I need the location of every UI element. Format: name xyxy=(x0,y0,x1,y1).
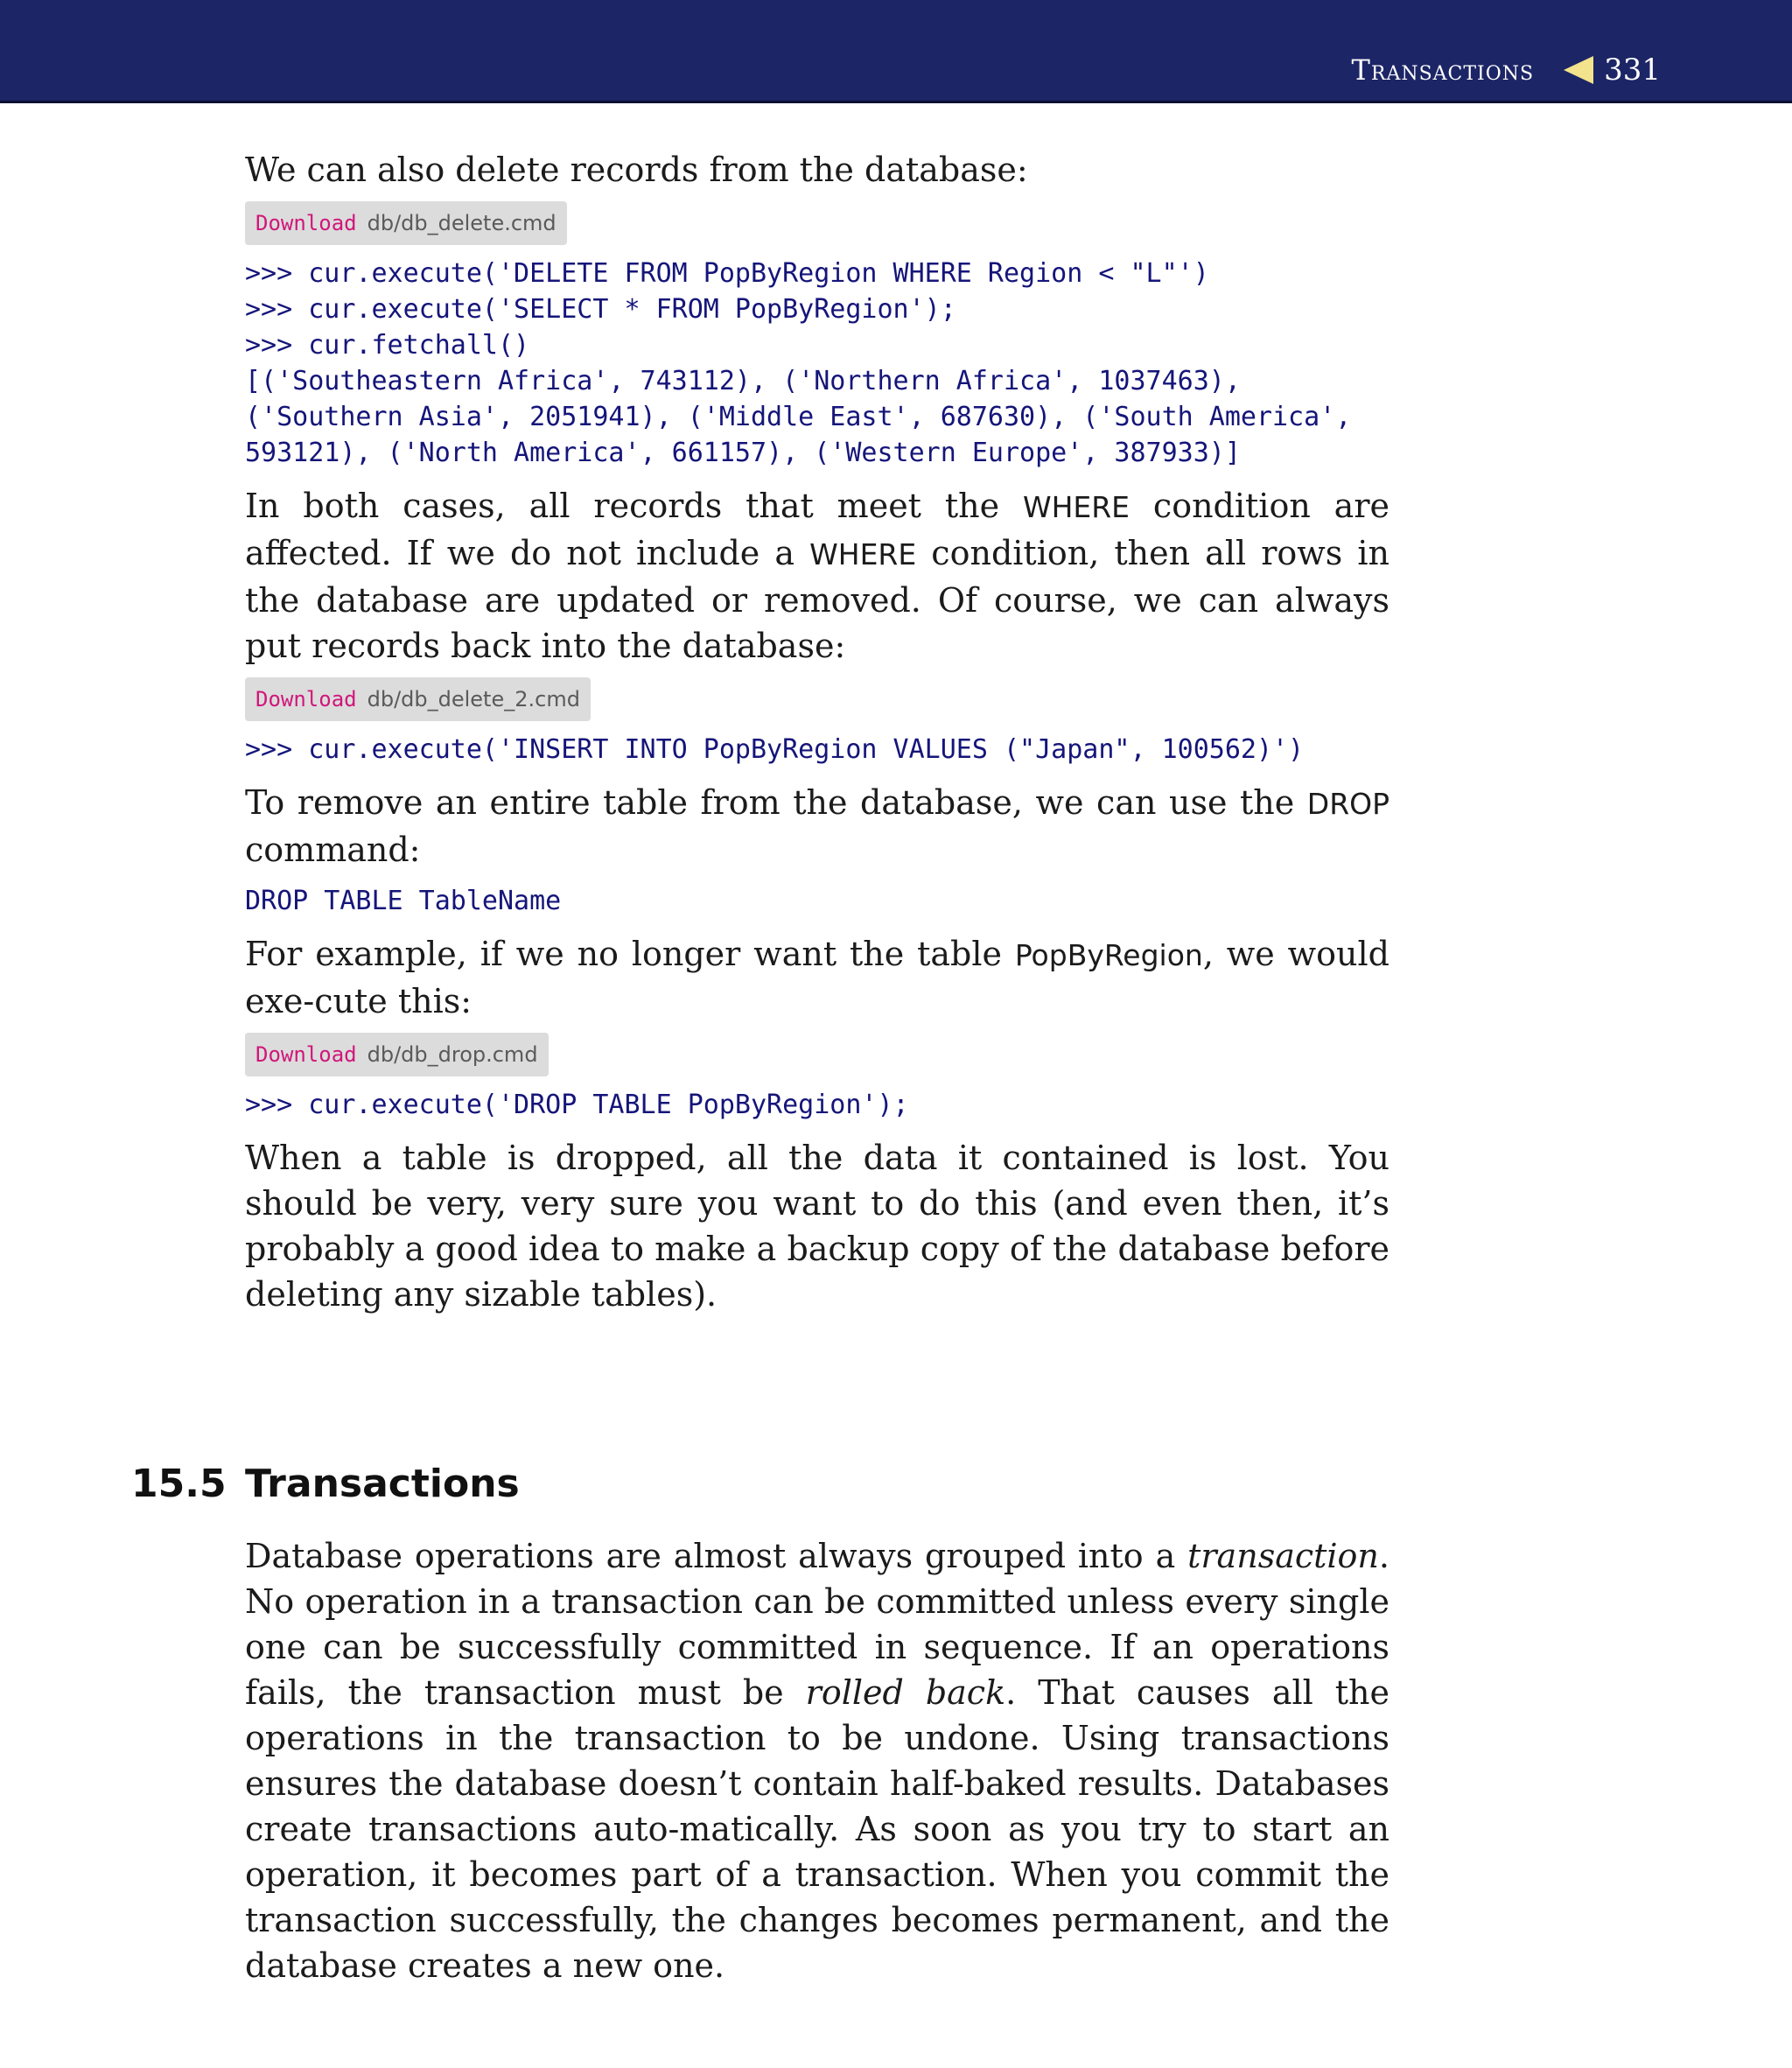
section-heading xyxy=(131,1462,520,1506)
code-block-insert: >>> cur.execute('INSERT INTO PopByRegion VALUES ("Japan", 100562)') xyxy=(245,734,1305,765)
section-number: 15.5 xyxy=(131,1462,227,1506)
back-arrow-icon[interactable] xyxy=(1564,56,1593,84)
page-body xyxy=(245,147,1390,1317)
section-title: Transactions xyxy=(245,1462,520,1506)
running-header-bar xyxy=(0,0,1792,103)
code-line: >>> cur.fetchall() xyxy=(245,330,530,361)
term-transaction: transaction xyxy=(1187,1537,1379,1575)
download-label: Download xyxy=(256,211,357,235)
keyword-drop: DROP xyxy=(1306,787,1390,821)
paragraph-drop-warning: When a table is dropped, all the data it contained is lost. You should be very, very sure you want to do this (and even then, it’s probably a good idea to make a backup copy of the database before deleting any sizable tables). xyxy=(245,1139,1390,1314)
download-label: Download xyxy=(256,687,357,712)
code-line: 593121), ('North America', 661157), ('Western Europe', 387933)] xyxy=(245,438,1241,468)
download-path: db/db_drop.cmd xyxy=(367,1042,538,1067)
paragraph-drop-intro xyxy=(245,780,1390,873)
text-run: command: xyxy=(245,831,421,869)
chapter-title: Transactions xyxy=(1351,53,1535,87)
paragraph-drop-example xyxy=(245,931,1390,1024)
code-block-drop-table: >>> cur.execute('DROP TABLE PopByRegion'); xyxy=(245,1090,909,1120)
text-run: . That causes all the operations in the transaction to be undone. Using transactions ensures the database doesn’t contain half-baked results. Databases create transactions auto-matically. As soon as you try to start an operation, it becomes part of a transaction. When you commit the transaction successfully, the changes becomes permanent, and the database creates a new one. xyxy=(245,1673,1390,1985)
code-block-drop-syntax: DROP TABLE TableName xyxy=(245,886,562,916)
download-path: db/db_delete.cmd xyxy=(367,211,556,235)
download-link-db-delete[interactable] xyxy=(245,201,567,245)
download-link-db-drop[interactable] xyxy=(245,1033,549,1076)
text-run: , we would exe-cute this: xyxy=(245,935,1390,1020)
text-run: . No operation in a transaction can be committed unless every single one can be successfully committed in sequence. If an operations fails, the transaction must be xyxy=(245,1537,1390,1712)
keyword-where: WHERE xyxy=(1022,490,1130,524)
running-header xyxy=(1352,53,1661,88)
code-line: [('Southeastern Africa', 743112), ('Northern Africa', 1037463), xyxy=(245,366,1241,396)
text-run: condition, then all rows in the database are updated or removed. Of course, we can always put records back into the database: xyxy=(245,534,1390,665)
paragraph-delete-intro: We can also delete records from the database: xyxy=(245,151,1028,189)
text-run: In both cases, all records that meet the xyxy=(245,487,1023,525)
text-run: For example, if we no longer want the table xyxy=(245,935,1015,973)
code-block-delete xyxy=(245,256,1390,471)
section-body xyxy=(245,1533,1390,1988)
keyword-where: WHERE xyxy=(809,537,917,571)
paragraph-transactions xyxy=(245,1533,1390,1988)
download-label: Download xyxy=(256,1042,357,1067)
text-run: Database operations are almost always grouped into a xyxy=(245,1537,1188,1575)
code-line: >>> cur.execute('DELETE FROM PopByRegion WHERE Region < "L"') xyxy=(245,258,1209,289)
keyword-table-name: PopByRegion xyxy=(1014,938,1203,972)
download-path: db/db_delete_2.cmd xyxy=(367,687,580,712)
text-run: To remove an entire table from the database, we can use the xyxy=(245,783,1307,822)
text-run: condition are affected. If we do not include a xyxy=(245,487,1390,572)
code-line: ('Southern Asia', 2051941), ('Middle East', 687630), ('South America', xyxy=(245,402,1352,432)
page-number: 331 xyxy=(1604,53,1661,88)
term-rolled-back: rolled back xyxy=(805,1673,1006,1712)
code-line: >>> cur.execute('SELECT * FROM PopByRegion'); xyxy=(245,294,956,325)
download-link-db-delete-2[interactable] xyxy=(245,677,591,721)
paragraph-where-condition xyxy=(245,483,1390,669)
